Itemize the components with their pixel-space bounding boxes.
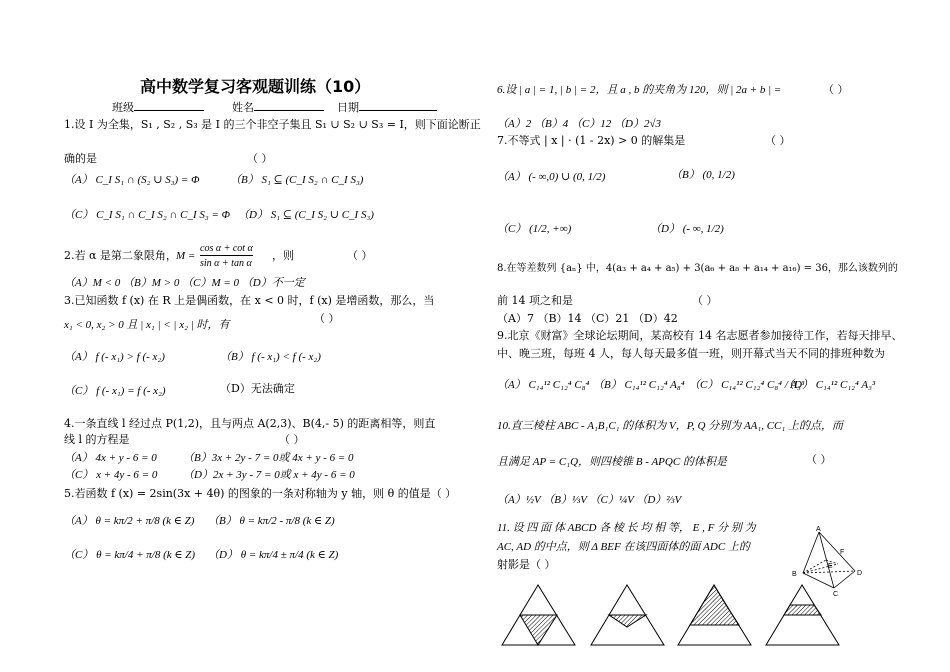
q2-fraction-denominator: sin α + tan α bbox=[200, 258, 252, 269]
q9-stem-line2: 中、晚三班，每班 4 人，每人每天最多值一班，则开幕式当天不同的排班种数为 bbox=[497, 347, 885, 360]
date-blank bbox=[359, 100, 437, 111]
q8-stem-line1: 8.在等差数列 {aₙ} 中，4(a₃ + a₄ + a₅) + 3(a₆ + a₈ + a₁₄ + a₁₆) = 36，那么该数列的 bbox=[497, 263, 898, 274]
q6-stem: 6.设 | a | = 1, | b | = 2，且 a , b 的夹角为 120，则 | 2a + b | = bbox=[497, 84, 782, 96]
q11-stem-line3: 射影是（ ） bbox=[497, 558, 556, 571]
q4-stem-line2: 线 l 的方程是 bbox=[64, 433, 130, 446]
q5-option-d: （D） θ = kπ/4 ± π/4 (k ∈ Z) bbox=[208, 549, 339, 561]
q10-answer-bracket: （ ） bbox=[806, 453, 832, 466]
q3-stem-line1: 3.已知函数 f (x) 在 R 上是偶函数，在 x < 0 时，f (x) 是增函数，那么，当 bbox=[64, 294, 435, 307]
q1-stem-line2: 确的是 bbox=[64, 152, 97, 165]
q1-option-d: （D） S₁ ⊆ (C_I S₂ ∪ C_I S₃) bbox=[238, 209, 374, 221]
q5-option-c: （C） θ = kπ/4 + π/8 (k ∈ Z) bbox=[64, 549, 196, 561]
q2-stem-tail: ，则 bbox=[272, 249, 294, 262]
q4-option-a: （A） 4x + y - 6 = 0 bbox=[64, 452, 157, 464]
q6-options: （A）2 （B）4 （C）12 （D）2√3 bbox=[497, 118, 662, 130]
q11-option-c-figure bbox=[676, 583, 753, 647]
tetra-label-a: A bbox=[816, 526, 821, 533]
q10-stem-line1: 10.直三棱柱 ABC - A₁B₁C₁ 的体积为 V，P, Q 分别为 AA₁, CC₁ 上的点，而 bbox=[497, 420, 843, 432]
q10-options: （A）½V （B）⅓V （C）¼V （D）⅔V bbox=[497, 494, 682, 506]
q10-stem-line2: 且满足 AP = C₁Q，则四棱锥 B - APQC 的体积是 bbox=[497, 456, 727, 468]
date-field bbox=[337, 100, 437, 115]
name-blank bbox=[254, 100, 324, 111]
name-label: 姓名 bbox=[232, 101, 254, 114]
q3-option-b: （B） f (- x₁) < f (- x₂) bbox=[220, 351, 321, 363]
tetra-label-d: D bbox=[857, 570, 863, 577]
q2-fraction-numerator: cos α + cot α bbox=[200, 243, 253, 254]
q5-option-b: （B） θ = kπ/2 - π/8 (k ∈ Z) bbox=[208, 515, 335, 527]
q1-option-a: （A） C_I S₁ ∩ (S₂ ∪ S₃) = Φ bbox=[64, 174, 200, 186]
date-label: 日期 bbox=[337, 101, 359, 114]
q11-stem-line1: 11. 设 四 面 体 ABCD 各 棱 长 均 相 等， E , F 分 别 为 bbox=[497, 522, 756, 534]
tetra-label-e: E bbox=[828, 563, 833, 570]
q1-stem-line1: 1.设 I 为全集，S₁ , S₂ , S₃ 是 I 的三个非空子集且 S₁ ∪ S₂ ∪ S₃ = I，则下面论断正 bbox=[64, 118, 481, 131]
q6-answer-bracket: （ ） bbox=[823, 83, 849, 96]
q3-option-d: （D）无法确定 bbox=[220, 382, 295, 395]
page-title: 高中数学复习客观题训练（10） bbox=[140, 77, 371, 96]
q7-stem: 7.不等式 | x | · (1 - 2x) > 0 的解集是 bbox=[497, 134, 686, 147]
q11-option-d-figure bbox=[764, 583, 841, 647]
tetra-label-f: F bbox=[840, 549, 845, 556]
q3-answer-bracket: （ ） bbox=[314, 312, 340, 325]
q4-option-d: （D）2x + 3y - 7 = 0或 x + 4y - 6 = 0 bbox=[183, 469, 355, 481]
q9-option-b: （B） C₁₄¹² C₁₂⁴ A₈⁴ bbox=[593, 379, 685, 391]
q7-option-d: （D） (- ∞, 1/2) bbox=[650, 223, 724, 235]
q7-answer-bracket: （ ） bbox=[765, 134, 791, 147]
q5-stem: 5.若函数 f (x) = 2sin(3x + 4θ) 的图象的一条对称轴为 y 轴，则 θ 的值是（ ） bbox=[64, 487, 457, 500]
class-label: 班级 bbox=[112, 101, 134, 114]
q11-option-b-figure bbox=[589, 583, 666, 647]
tetra-label-c: C bbox=[833, 591, 839, 598]
q7-option-c: （C） (1/2, +∞) bbox=[497, 223, 572, 235]
q4-option-b: （B）3x + 2y - 7 = 0或 4x + y - 6 = 0 bbox=[183, 452, 354, 464]
class-field bbox=[112, 100, 204, 115]
q1-answer-bracket: （ ） bbox=[247, 152, 273, 165]
q4-answer-bracket: （ ） bbox=[279, 433, 305, 446]
tetra-label-b: B bbox=[792, 571, 797, 578]
q2-options: （A）M < 0 （B）M > 0 （C）M = 0 （D）不一定 bbox=[64, 277, 305, 289]
name-field bbox=[232, 100, 324, 115]
q9-option-a: （A） C₁₄¹² C₁₂⁴ C₈⁴ bbox=[497, 379, 590, 391]
q1-option-b: （B） S₁ ⊆ (C_I S₂ ∩ C_I S₃) bbox=[230, 174, 364, 186]
q9-stem-line1: 9.北京《财富》全球论坛期间，某高校有 14 名志愿者参加接待工作，若每天排早、 bbox=[497, 329, 903, 342]
q4-stem-line1: 4.一条直线 l 经过点 P(1,2)，且与两点 A(2,3)、B(4,- 5) 的距离相等，则直 bbox=[64, 417, 436, 430]
q11-option-a-figure bbox=[500, 583, 577, 647]
q4-option-c: （C） x + 4y - 6 = 0 bbox=[64, 469, 158, 481]
q2-stem: 2.若 α 是第二象限角， bbox=[64, 249, 177, 262]
q8-stem-line2: 前 14 项之和是 bbox=[497, 294, 573, 307]
class-blank bbox=[134, 100, 204, 111]
q7-option-b: （B） (0, 1/2) bbox=[671, 169, 735, 181]
q8-answer-bracket: （ ） bbox=[692, 294, 718, 307]
q5-option-a: （A） θ = kπ/2 + π/8 (k ∈ Z) bbox=[64, 515, 195, 527]
q8-options: （A）7 （B）14 （C）21 （D）42 bbox=[497, 312, 678, 325]
q1-option-c: （C） C_I S₁ ∩ C_I S₂ ∩ C_I S₃ = Φ bbox=[64, 209, 230, 221]
q3-stem-line2: x₁ < 0, x₂ > 0 且 | x₁ | < | x₂ | 时，有 bbox=[64, 319, 230, 331]
q11-stem-line2: AC, AD 的中点，则 Δ BEF 在该四面体的面 ADC 上的 bbox=[497, 541, 750, 553]
q7-option-a: （A） (- ∞,0) ∪ (0, 1/2) bbox=[497, 171, 606, 183]
q2-m-symbol: M = bbox=[176, 250, 196, 262]
q2-answer-bracket: （ ） bbox=[347, 249, 373, 262]
q9-option-d: （D） C₁₄¹² C₁₂⁴ A₃³ bbox=[783, 379, 876, 391]
q3-option-a: （A） f (- x₁) > f (- x₂) bbox=[64, 351, 165, 363]
q3-option-c: （C） f (- x₁) = f (- x₂) bbox=[64, 385, 166, 397]
q9-option-c: （C） C₁₄¹² C₁₂⁴ C₈⁴ / A₃³ bbox=[689, 379, 805, 391]
